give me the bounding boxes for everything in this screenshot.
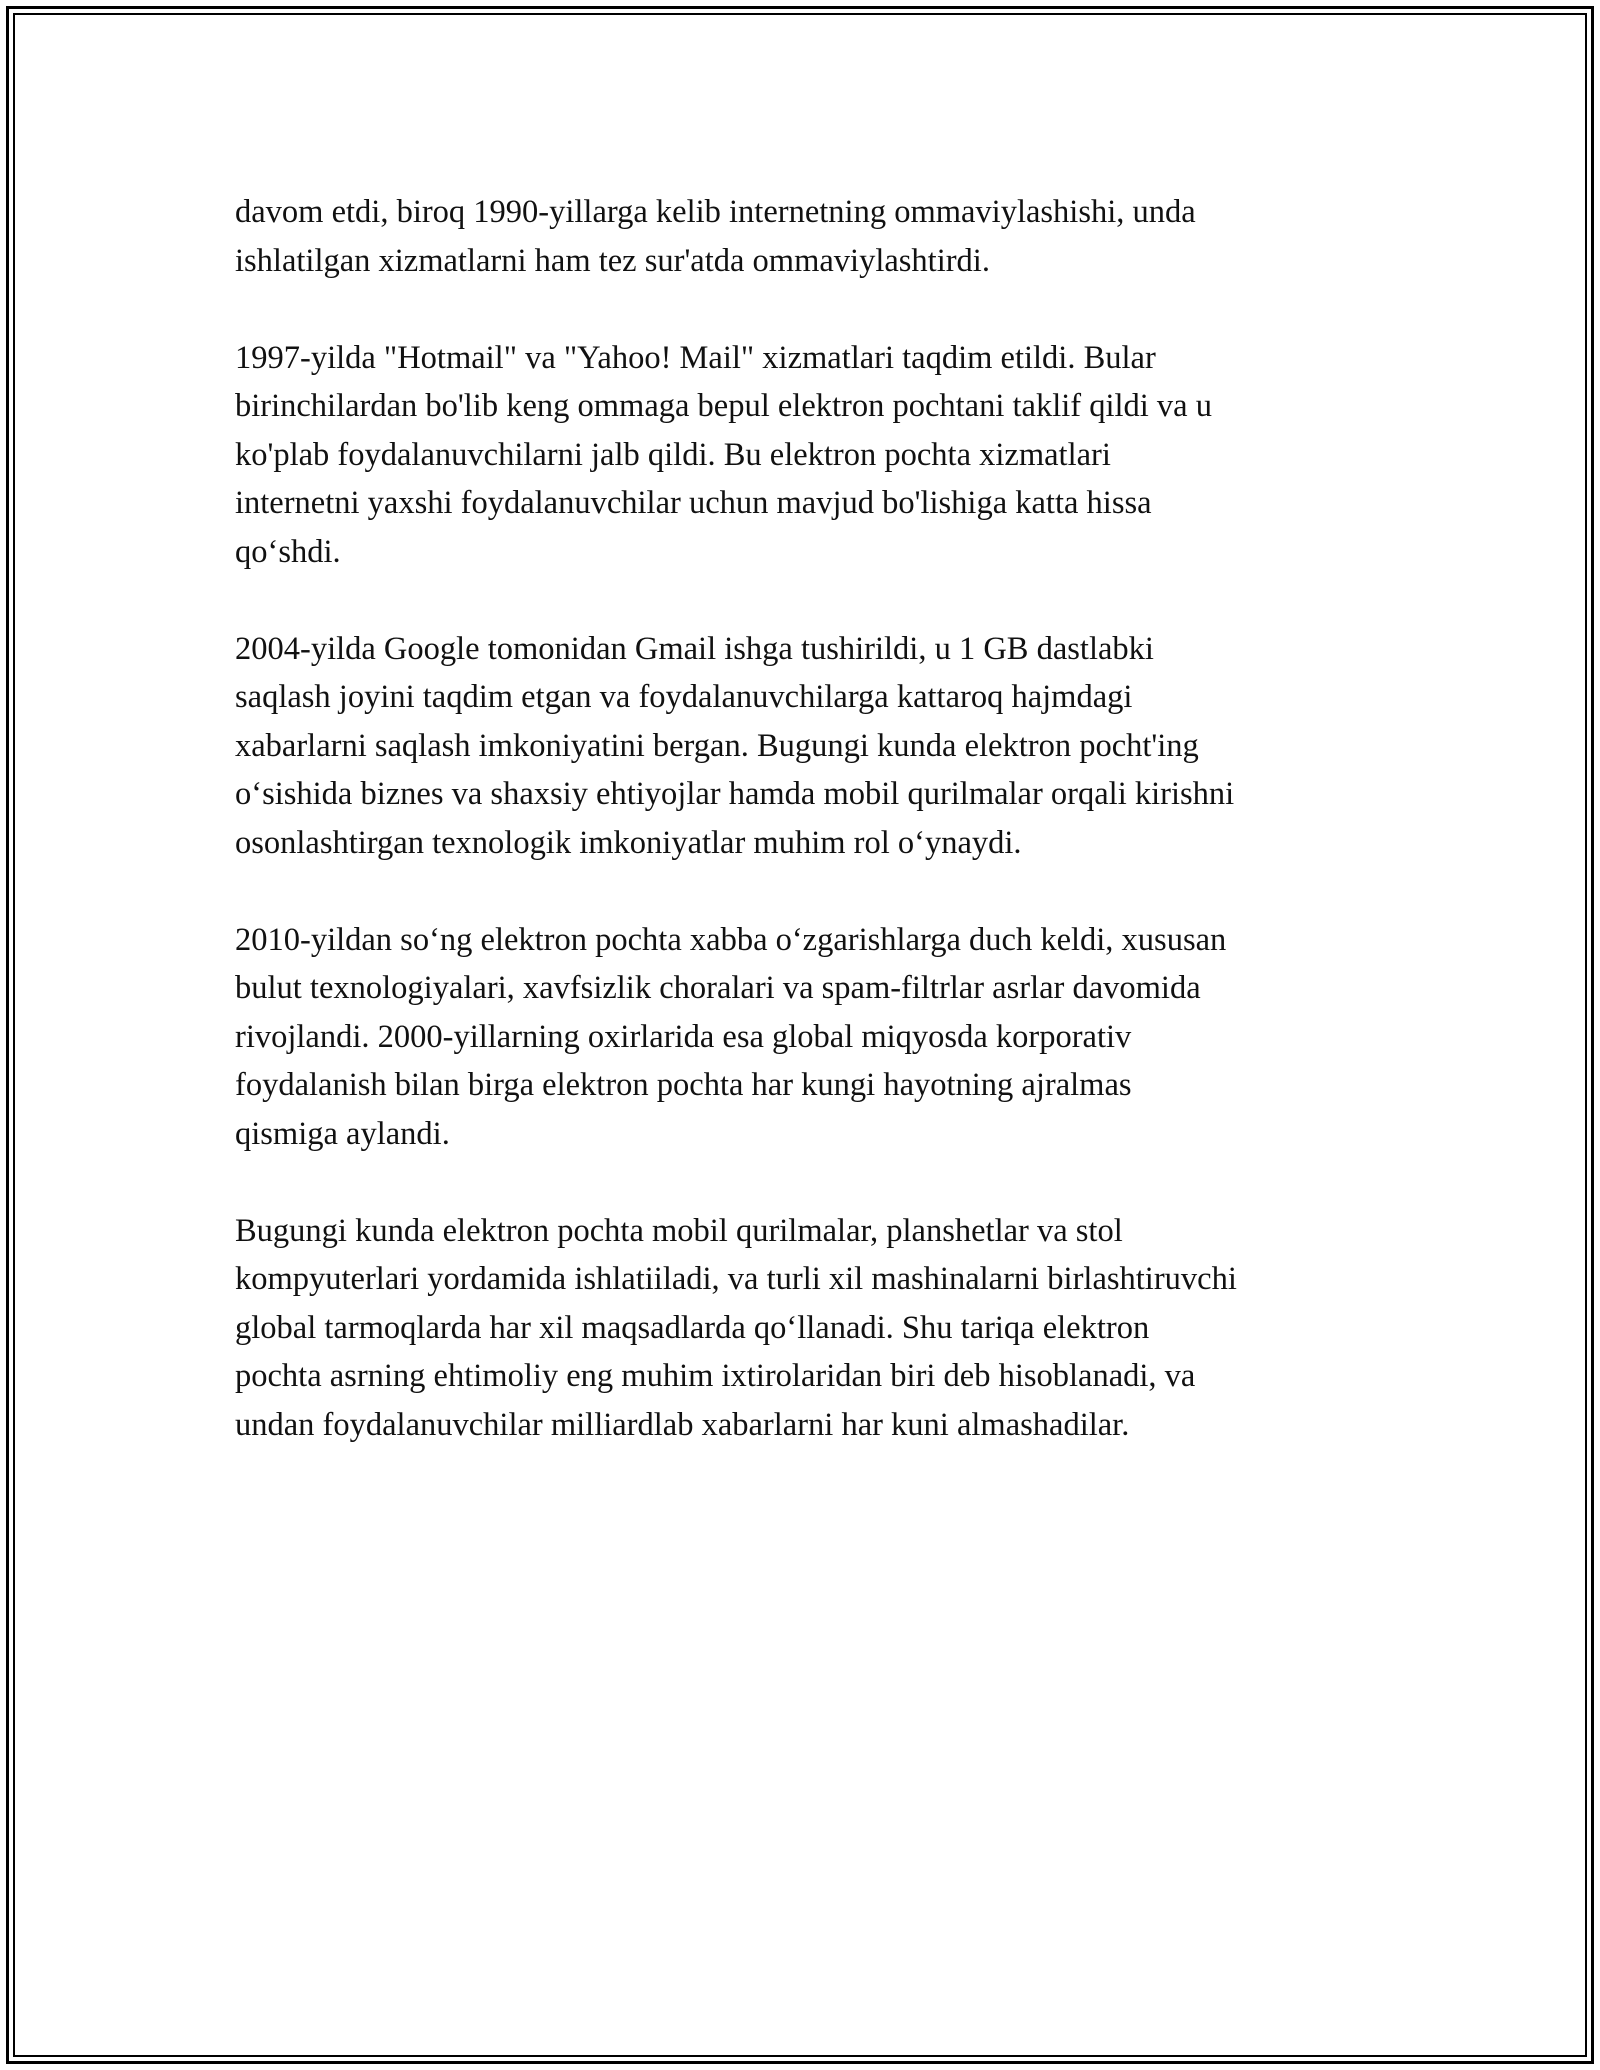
document-body bbox=[235, 188, 1385, 1498]
paragraph-3: 2004-yilda Google tomonidan Gmail ishga tushirildi, u 1 GB dastlabki saqlash joyini taqdim etgan va foydalanuvchilarga kattaroq hajmdagi xabarlarni saqlash imkoniyatini bergan. Bugungi kunda elektron pocht'ing oʻsishida biznes va shaxsiy ehtiyojlar hamda mobil qurilmalar orqali kirishni osonlashtirgan texnologik imkoniyatlar muhim rol oʻynaydi. bbox=[235, 630, 1235, 861]
paragraph-4: 2010-yildan soʻng elektron pochta xabba oʻzgarishlarga duch keldi, xususan bulut texnologiyalari, xavfsizlik choralari va spam-filtrlar asrlar davomida rivojlandi. 2000-yillarning oxirlarida esa global miqyosda korporativ foydalanish bilan birga elektron pochta har kungi hayotning ajralmas qismiga aylandi. bbox=[235, 921, 1227, 1152]
paragraph-1: davom etdi, biroq 1990-yillarga kelib internetning ommaviylashishi, unda ishlatilgan xizmatlarni ham tez sur'atda ommaviylashtirdi. bbox=[235, 194, 1196, 279]
paragraph-2: 1997-yilda "Hotmail" va "Yahoo! Mail" xizmatlari taqdim etildi. Bular birinchilardan bo'lib keng ommaga bepul elektron pochtani taklif qildi va u ko'plab foydalanuvchilarni jalb qildi. Bu elektron pochta xizmatlari internetni yaxshi foydalanuvchilar uchun mavjud bo'lishiga katta hissa qoʻshdi. bbox=[235, 339, 1212, 570]
paragraph-5: Bugungi kunda elektron pochta mobil qurilmalar, planshetlar va stol kompyuterlari yordamida ishlatiiladi, va turli xil mashinalarni birlashtiruvchi global tarmoqlarda har xil maqsadlarda qoʻllanadi. Shu tariqa elektron pochta asrning ehtimoliy eng muhim ixtirolaridan biri deb hisoblanadi, va undan foydalanuvchilar milliardlab xabarlarni har kuni almashadilar. bbox=[235, 1212, 1237, 1443]
